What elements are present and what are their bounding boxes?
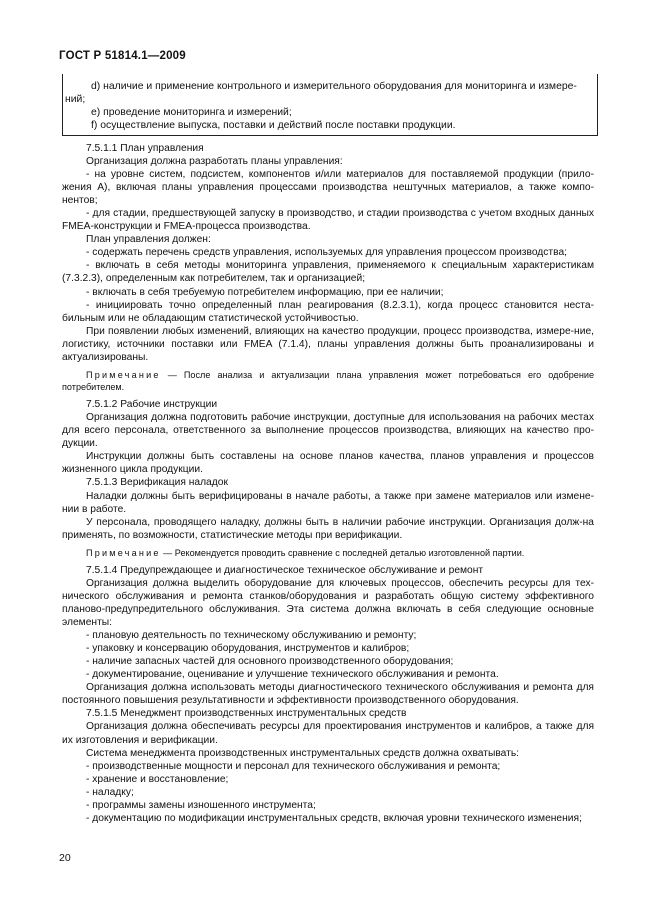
- paragraph: Система менеджмента производственных инструментальных средств должна охватывать:: [86, 747, 520, 759]
- paragraph: Организация должна подготовить рабочие инструкции, доступные для использования на рабочих местах для всего персонала, ответственного за выполнение процессов производства, влияющих на качество про-дукции.: [62, 412, 594, 450]
- paragraph: Организация должна обеспечивать ресурсы для проектирования инструментов и калибров, а также для их изготовления и верификации.: [62, 721, 594, 746]
- section-heading: 7.5.1.2 Рабочие инструкции: [86, 399, 218, 411]
- box-line-d: d) наличие и применение контрольного и измерительного оборудования для мониторинга и измере-: [91, 81, 577, 92]
- note-label: Примечание: [86, 369, 161, 380]
- list-item: - хранение и восстановление;: [86, 773, 229, 785]
- paragraph: План управления должен:: [86, 234, 211, 246]
- box-line-e: е) проведение мониторинга и измерений;: [91, 107, 292, 118]
- section-heading: 7.5.1.1 План управления: [86, 143, 204, 154]
- continued-list-box: [62, 74, 598, 136]
- page-number: 20: [59, 852, 71, 864]
- paragraph: При появлении любых изменений, влияющих на качество продукции, процесс производства, измере-ние, логистику, источники поставки или FMEA (7.1.4), планы управления должны быть проанализированы и актуализированы.: [62, 325, 594, 363]
- section-heading: 7.5.1.3 Верификация наладок: [86, 477, 228, 489]
- list-item: - наличие запасных частей для основного производственного оборудования;: [86, 656, 454, 668]
- list-item: - на уровне систем, подсистем, компонентов и/или материалов для поставляемой продукции (прило-жения А), включая планы управления процессами производства нештучных материалов, а также компо-нентов;: [62, 169, 594, 207]
- list-item: - упаковку и консервацию оборудования, инструментов и калибров;: [86, 643, 410, 655]
- list-item: - содержать перечень средств управления, используемых для управления процессом производства;: [86, 247, 567, 259]
- list-item: - документацию по модификации инструментальных средств, включая уровни технического изменения;: [86, 812, 582, 824]
- list-item: - включать в себя методы мониторинга управления, применяемого к специальным характеристикам (7.3.2.3), определенным как потребителем, так и организацией;: [62, 260, 594, 285]
- section-heading: 7.5.1.4 Предупреждающее и диагностическое техническое обслуживание и ремонт: [86, 564, 484, 576]
- paragraph: Организация должна разработать планы управления:: [86, 156, 343, 168]
- list-item: - включать в себя требуемую потребителем информацию, при ее наличии;: [86, 286, 444, 298]
- paragraph: У персонала, проводящего наладку, должны быть в наличии рабочие инструкции. Организация долж-на применять, по возможности, статистические методы при верификации.: [62, 516, 594, 541]
- list-item: - программы замены изношенного инструмента;: [86, 799, 316, 811]
- paragraph: Организация должна использовать методы диагностического технического обслуживания и ремонта для постоянного повышения результативности и эффективности производственного оборудования.: [62, 682, 594, 707]
- standard-header: ГОСТ Р 51814.1—2009: [59, 50, 186, 62]
- list-item: - производственные мощности и персонал для технического обслуживания и ремонта;: [86, 760, 501, 772]
- list-item: - документирование, оценивание и улучшение технического обслуживания и ремонта.: [86, 669, 499, 681]
- list-item: - плановую деятельность по техническому обслуживанию и ремонту;: [86, 630, 417, 642]
- note-label: Примечание: [86, 547, 161, 558]
- list-item: - для стадии, предшествующей запуску в производство, и стадии производства с учетом входных данных FMEA-конструкции и FMEA-процесса производства.: [62, 208, 594, 233]
- note-text: — Рекомендуется проводить сравнение с последней деталью изготовленной партии.: [163, 547, 525, 558]
- body-text: [62, 142, 594, 825]
- box-line-f: f) осуществление выпуска, поставки и действий после поставки продукции.: [91, 120, 456, 131]
- note-text: — После анализа и актуализации плана управления может потребоваться его одобрение потребителем.: [62, 369, 594, 392]
- section-heading: 7.5.1.5 Менеджмент производственных инструментальных средств: [86, 708, 407, 720]
- note: [62, 369, 594, 393]
- note: [62, 547, 594, 559]
- paragraph: Наладки должны быть верифицированы в начале работы, а также при замене материалов или измене-нии в работе.: [62, 490, 594, 515]
- paragraph: Инструкции должны быть составлены на основе планов качества, планов управления и процессов жизненного цикла продукции.: [62, 451, 594, 476]
- paragraph: Организация должна выделить оборудование для ключевых процессов, обеспечить ресурсы для тех-нического обслуживания и ремонта станков/оборудования и разработать общую систему эффективного планово-предупредительного обслуживания. Эта система должна включать в себя следующие основные элементы:: [62, 577, 594, 629]
- box-line-d-cont: ний;: [65, 94, 86, 105]
- list-item: - инициировать точно определенный план реагирования (8.2.3.1), когда процесс становится неста-бильным или не обладающим статистической устойчивостью.: [62, 299, 594, 324]
- list-item: - наладку;: [86, 786, 134, 798]
